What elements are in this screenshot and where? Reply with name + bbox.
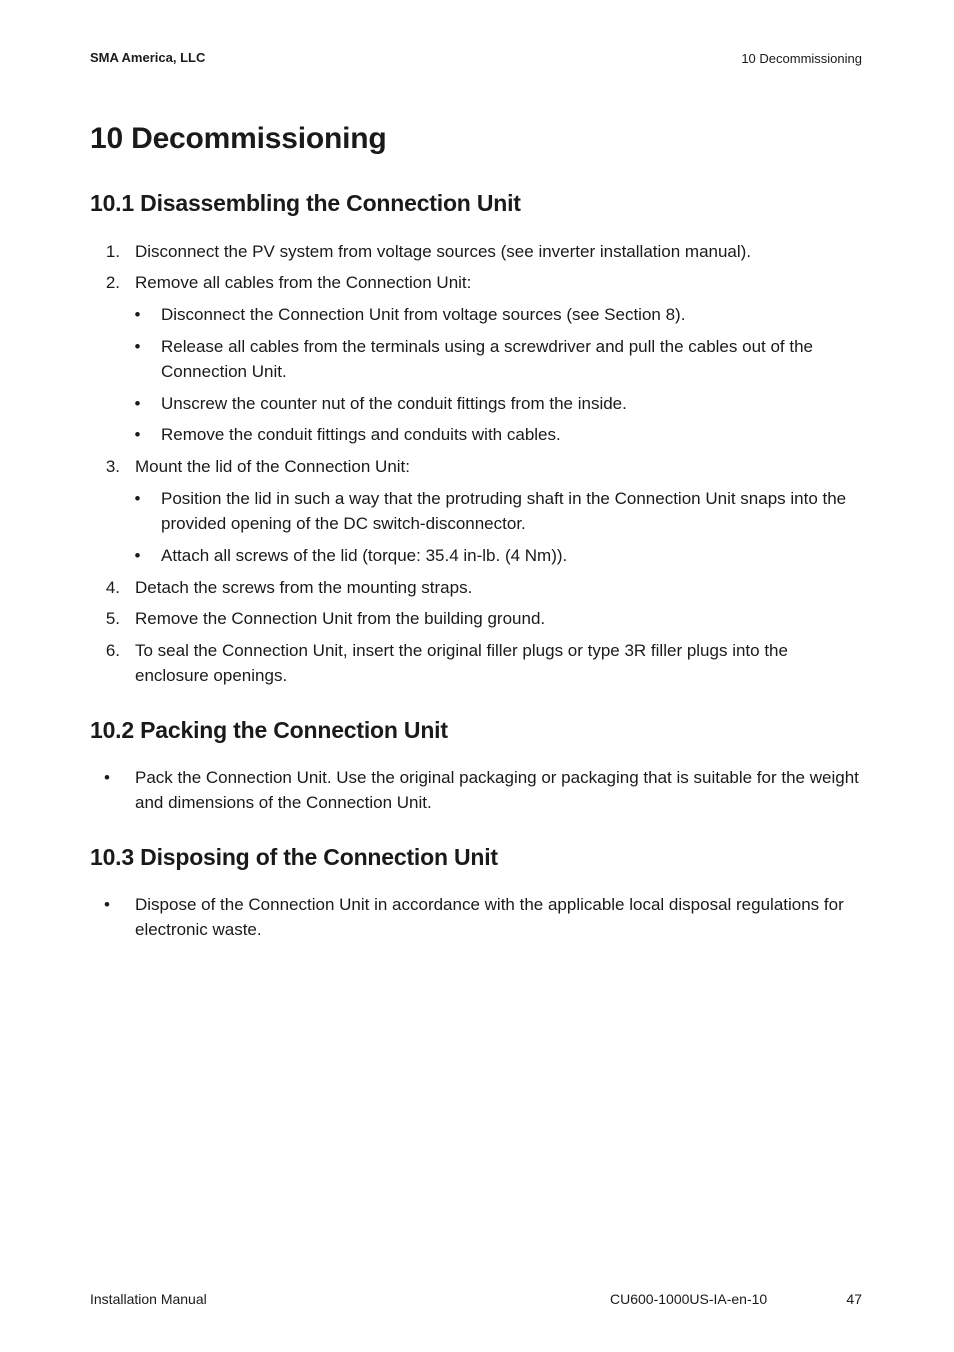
section-heading-10-2: 10.2 Packing the Connection Unit [90,717,448,743]
step-text: Disconnect the PV system from voltage sources (see inverter installation manual). [135,242,752,261]
step-text: Mount the lid of the Connection Unit: [135,457,410,476]
header-company: SMA America, LLC [90,50,206,65]
bullet-glyph: • [134,337,141,356]
step-text: Remove the Connection Unit from the building ground. [135,609,546,628]
step-text: To seal the Connection Unit, insert the original filler plugs or type 3R filler plugs into the enclosure openings. [135,641,788,685]
bullet-glyph: • [134,305,141,324]
bullet-glyph: • [134,546,141,565]
section-heading-10-3: 10.3 Disposing of the Connection Unit [90,844,498,870]
substep-text: Attach all screws of the lid (torque: 35.4 in-lb. (4 Nm)). [161,546,568,565]
step-text: Remove all cables from the Connection Unit: [135,273,472,292]
footer-document-code: CU600-1000US-IA-en-10 [610,1291,768,1307]
bullet-glyph: • [134,425,141,444]
step-number: 3. [105,457,120,476]
step-number: 4. [105,578,120,597]
substep-text: Release all cables from the terminals using a screwdriver and pull the cables out of the Connection Unit. [161,337,814,381]
bullet-text: Pack the Connection Unit. Use the original packaging or packaging that is suitable for the weight and dimensions of the Connection Unit. [135,768,859,812]
header-chapter: 10 Decommissioning [741,51,862,66]
bullet-glyph: • [104,895,110,914]
substep-text: Disconnect the Connection Unit from voltage sources (see Section 8). [161,305,686,324]
step-number: 5. [105,609,120,628]
bullet-text: Dispose of the Connection Unit in accordance with the applicable local disposal regulations for electronic waste. [135,895,844,939]
step-number: 6. [105,641,120,660]
chapter-title: 10 Decommissioning [90,122,387,155]
footer-manual-title: Installation Manual [90,1291,207,1307]
substep-text: Remove the conduit fittings and conduits with cables. [161,425,561,444]
step-number: 1. [105,242,120,261]
step-text: Detach the screws from the mounting straps. [135,578,473,597]
bullet-glyph: • [134,394,141,413]
substep-text: Position the lid in such a way that the protruding shaft in the Connection Unit snaps into the provided opening of the DC switch-disconnector. [161,489,847,533]
substep-text: Unscrew the counter nut of the conduit fittings from the inside. [161,394,627,413]
footer-page-number: 47 [846,1291,862,1307]
bullet-glyph: • [104,768,110,787]
bullet-glyph: • [134,489,141,508]
section-heading-10-1: 10.1 Disassembling the Connection Unit [90,190,521,216]
step-number: 2. [105,273,120,292]
